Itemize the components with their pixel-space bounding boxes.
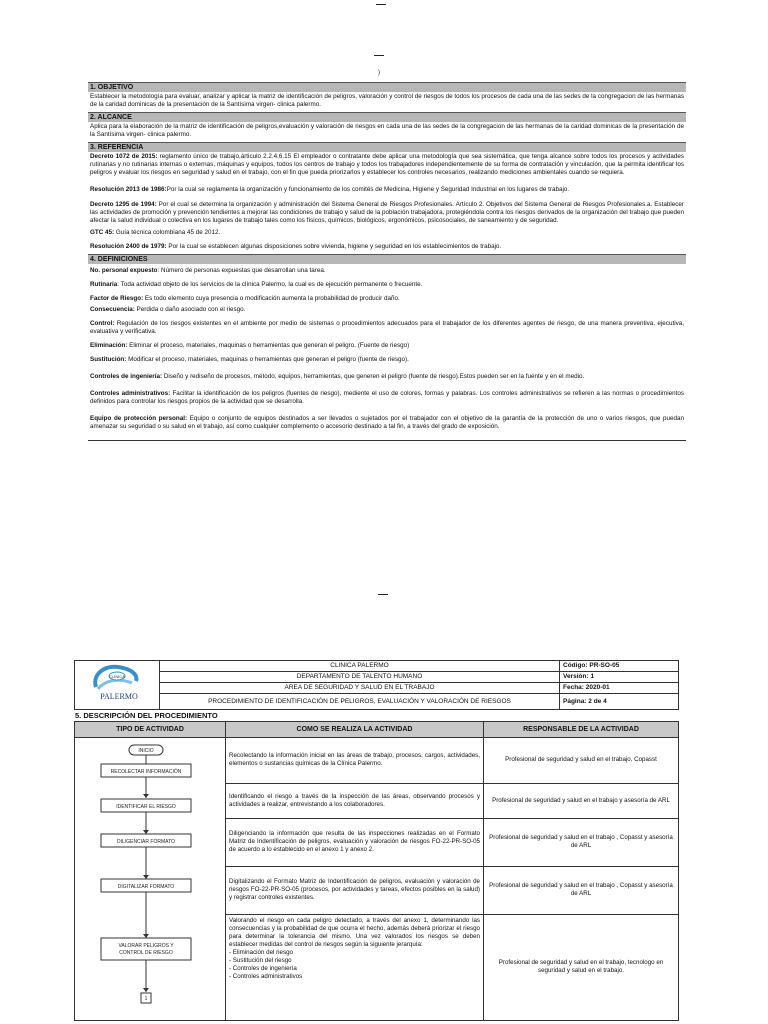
activity-responsible: Profesional de seguridad y salud en el trabajo, tecnologo en seguridad y salud en el trabajo.	[484, 914, 679, 1020]
hierarchy-item: - Controles de ingeniería	[229, 964, 297, 972]
definition-item: Control: Regulación de los riesgos existentes en el ambiente por medio de sistemas o procedimientos adecuados para el trabajador de los diferentes agentes de riesgo, de una manera preventiva, ejecutiva, evaluativa y verificativa.	[90, 320, 684, 335]
header-version: Versión: 1	[560, 672, 679, 683]
activity-description: Recolectando la información inicial en las áreas de trabajo, procesos, cargos, actividades, elementos o sustancias químicas de la Clínica Palermo.	[226, 738, 484, 784]
reference-item: Decreto 1072 de 2015: reglamento único de trabajo,árticulo 2.2.4.6.15 El empleador o contratante debe aplicar una metodología que sea sistemática, que tenga alcance sobre todos los procesos y actividades rutinarias y no rutinarias internas o externas, máquinas y equipos, todos los centros de trabajo y todos los trabajadores independientemente de su forma de contratación y vinculación, que la permita identificar los peligros y evaluar los riesgos en seguridad y salud en el trabajo, con el fin que pueda priorizarlos y establecer los controles necesarios, realizando mediciones ambientales cuando se requiera.	[90, 153, 684, 176]
reference-item: GTC 45: Guía técnica colombiana 45 de 2012.	[90, 229, 221, 236]
clinic-logo	[75, 661, 160, 710]
definition-item: No. personal expuesto: Número de personas expuestas que desarrollan una tarea.	[90, 267, 326, 274]
activity-description: Digitalizando el Formato Matriz de Indentificación de peligros, evaluación y valoración de riesgos FO-22-PR-SO-05 (procesos, por actividades y tareas, efectos posibles en la salud) y registrar controles existentes.	[226, 866, 484, 914]
definition-item: Rutinaria: Toda actividad objeto de los servicios de la clínica Palermo, la cual es de ejecución permanente o frecuente.	[90, 281, 423, 288]
page-1-bottom-rule	[88, 434, 686, 441]
definition-item: Sustitución: Modificar el proceso, materiales, maquinas o herramientas que generan el peligro (fuente de riesgo).	[90, 356, 409, 363]
definition-item: Factor de Riesgo: Es todo elemento cuya presencia o modificación aumenta la probabilidad de producir daño.	[90, 295, 400, 302]
page-separator-mark	[378, 594, 388, 595]
column-header: TIPO DE ACTIVIDAD	[75, 722, 226, 738]
definition-item: Equipo de protección personal: Equipo o conjunto de equipos destinados a ser llevados o sujetados por el trabajador con el objetivo de la garantía de la protección de uno o varios riesgos, que puedan amenazar su seguridad o su salud en el trabajo, así como cualquier complemento o accesorio destinado a tal fin, a través del grado de exposición.	[90, 415, 685, 430]
reference-item: Resolución 2013 de 1986:Por la cual se reglamenta la organización y funcionamiento de los comités de Medicina, Higiene y Seguridad Industrial en los lugares de trabajo.	[90, 186, 570, 193]
activity-responsible: Profesional de seguridad y salud en el trabajo, Copasst	[484, 738, 679, 784]
flowchart	[75, 738, 223, 1020]
header-org: CLINICA PALERMO	[160, 661, 560, 672]
svg-text:PALERMO: PALERMO	[100, 692, 138, 701]
flow-start-label: INICIO	[138, 748, 154, 754]
activity-responsible: Profesional de seguridad y salud en el trabajo , Copasst y asesoría de ARL	[484, 818, 679, 866]
section-definiciones-title: 4. DEFINICIONES	[88, 254, 686, 264]
header-procedure-title: PROCEDIMIENTO DE IDENTIFICACIÓN DE PELIGROS, EVALUACIÓN Y VALORACIÓN DE RIESGOS	[160, 694, 560, 710]
activity-responsible: Profesional de seguridad y salud en el trabajo y asesoría de ARL	[484, 783, 679, 818]
svg-text:DIGITALIZAR FORMATO: DIGITALIZAR FORMATO	[117, 884, 175, 890]
header-fecha: Fecha: 2020-01	[560, 683, 679, 694]
section-descripcion-title: 5. DESCRIPCIÓN DEL PROCEDIMIENTO	[75, 711, 218, 720]
definition-item: Controles de ingeniería: Diseño y rediseño de procesos, método, equipos, herramientas, que generen el peligro (fuente de riesgo).Estos pueden ser en la fuente y en el medio.	[90, 373, 585, 380]
definition-item: Eliminación: Eliminar el proceso, materiales, maquinas o herramientas que generan el peligro. (Fuente de riesgo)	[90, 342, 410, 349]
activity-description: Valorando el riesgo en cada peligro detectado, a través del anexo 1, determinando las consecuencias y la probabilidad de que ocurra el hecho, además deberá priorizar el riesgo para determinar la tolerancia del mismo. Una vez valorados los riesgos se deben establecer medidas del control de riesgos según la siguiente jerarquía: - Eliminación del riesgo - Sustitución del riesgo - Controles de ingeniería - Controles administrativos	[226, 914, 484, 1020]
section-objetivo-body: Establecer la metodología para evaluar, analizar y aplicar la matriz de identificación de peligros, valoración y control de riesgos de todos los procesos de cada una de las sedes de la congregacion de las hermanas de la caridad dominicas de la presentación de la Santísima virgen- clinica palermo.	[90, 93, 684, 108]
document-header	[74, 660, 679, 710]
procedure-table	[74, 721, 679, 1021]
hierarchy-item: - Controles administrativos	[229, 972, 303, 980]
header-codigo: Código: PR-SO-05	[560, 661, 679, 672]
svg-text:RECOLECTAR INFORMACIÓN: RECOLECTAR INFORMACIÓN	[110, 769, 182, 775]
activity-description: Diligenciando la información que resulta de las inspecciones realizadas en el Formato Matriz de Indentificación de peligros, evaluación y valoración de riesgos FO-22-PR-SO-05 de acuerdo a lo establecido en el anexo 1 y anexo 2.	[226, 818, 484, 866]
svg-text:1: 1	[144, 996, 148, 1002]
header-dept: DEPARTAMENTO DE TALENTO HUMANO	[160, 672, 560, 683]
svg-text:CONTROL DE RIESGO: CONTROL DE RIESGO	[119, 950, 173, 956]
flowchart-cell	[75, 738, 226, 1021]
column-header: COMO SE REALIZA LA ACTIVIDAD	[226, 722, 484, 738]
document-page-1	[88, 82, 686, 441]
page-mark	[374, 55, 384, 56]
reference-item: Resolución 2400 de 1979: Por la cual se establecen algunas disposiciones sobre vivienda, higiene y seguridad en los establecimientos de trabajo.	[90, 243, 502, 250]
svg-text:IDENTIFICAR EL RIESGO: IDENTIFICAR EL RIESGO	[116, 804, 176, 810]
section-alcance-title: 2. ALCANCE	[88, 112, 686, 122]
reference-item: Decreto 1295 de 1994: Por el cual se determina la organización y administración del Sistema General de Riesgos Profesionales. Artículo 2. Objetivos del Sistema General de Riesgos Profesionales.a. Establecer las actividades de promoción y prevención tendientes a mejorar las condiciones de trabajo y salud de la población trabajadora, protegiéndola contra los riesgos derivados de la organización del trabajo que pueden afectar la salud individual o colectiva en los lugares de trabajo tales como los físicos, químicos, biológicos, ergonómicos, psicosociales, de saneamiento y de seguridad.	[90, 201, 684, 224]
definition-item: Consecuencia: Perdida o daño asociado con el riesgo.	[90, 306, 246, 313]
svg-text:CLINICA: CLINICA	[109, 674, 125, 679]
section-alcance-body: Aplica para la elaboración de la matriz de identificación de peligros,evaluación y valoración de riesgos en cada una de las sedes de la congregacion de las hermanas de la caridad dominicas de la presentación de la Santísima virgen- clinica palermo.	[90, 123, 684, 138]
activity-responsible: Profesional de seguridad y salud en el trabajo , Copasst y asesoría de ARL	[484, 866, 679, 914]
definition-item: Controles administrativos: Facilitar la identificación de los peligros (fuentes de riesgo), mediente el uso de colores, formas y palabras. Los controles administrativos se refieren a las normas o procedimientos definidos para controlar los riesgos propios de la actividad que se desarrolla.	[90, 390, 684, 405]
clinic-logo-icon	[88, 661, 146, 705]
section-referencia-title: 3. REFERENCIA	[88, 142, 686, 152]
hierarchy-item: - Sustitución del riesgo	[229, 956, 292, 964]
header-area: AREA DE SEGURIDAD Y SALUD EN EL TRABAJO	[160, 683, 560, 694]
svg-text:DILIGENCIAR FORMATO: DILIGENCIAR FORMATO	[117, 839, 175, 845]
activity-description: Identificando el riesgo a través de la inspección de las áreas, observando procesos y actividades a realizar, entrevistando a los colaboradores.	[226, 783, 484, 818]
hierarchy-item: - Eliminación del riesgo	[229, 948, 293, 956]
svg-text:VALORAR PELIGROS Y: VALORAR PELIGROS Y	[118, 943, 174, 949]
page-top-mark	[376, 4, 386, 5]
flow-step-node	[101, 938, 191, 960]
column-header: RESPONSABLE DE LA ACTIVIDAD	[484, 722, 679, 738]
header-pagina: Página: 2 de 4	[560, 694, 679, 710]
section-objetivo-title: 1. OBJETIVO	[88, 82, 686, 92]
document-page-2	[74, 660, 679, 1021]
stray-mark: )	[378, 70, 380, 76]
